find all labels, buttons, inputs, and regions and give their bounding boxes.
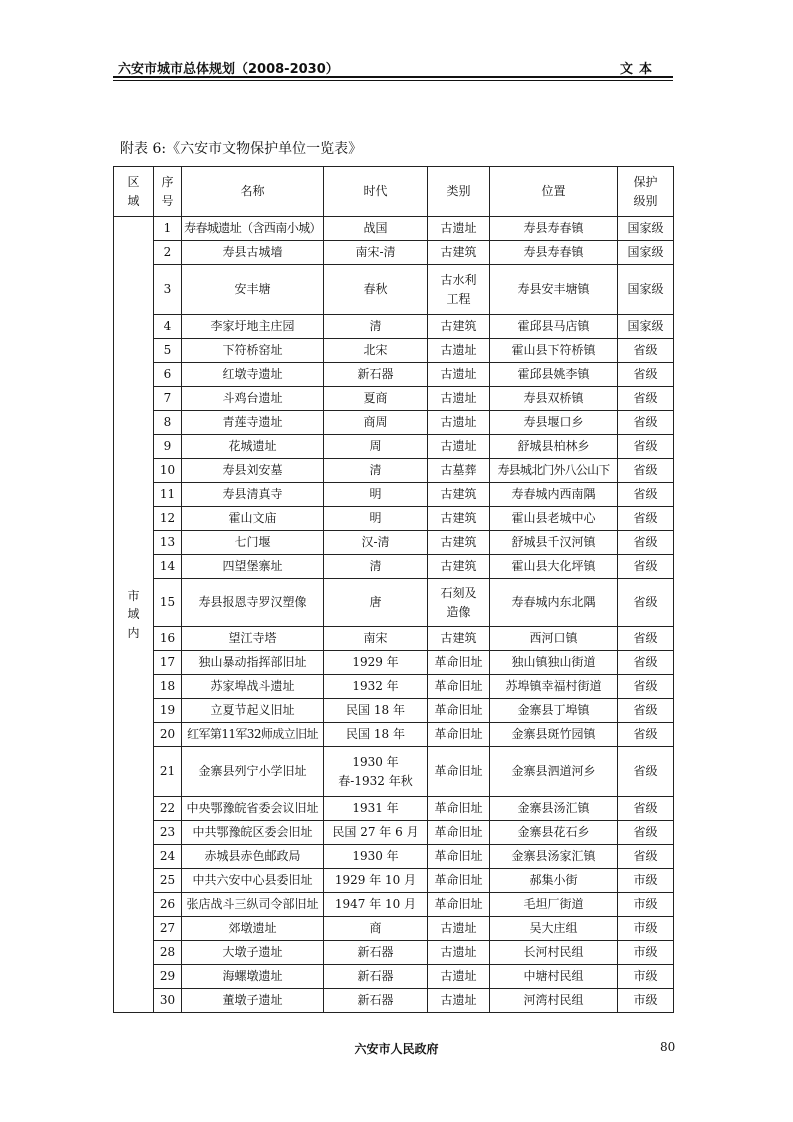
- cell-location: 霍山县大化坪镇: [490, 555, 618, 579]
- cell-location: 霍邱县马店镇: [490, 315, 618, 339]
- cell-level: 省级: [618, 459, 674, 483]
- cell-category: 古遗址: [428, 387, 490, 411]
- col-header-era: 时代: [324, 167, 428, 217]
- cell-name: 花城遗址: [182, 435, 324, 459]
- cell-location: 霍山县下符桥镇: [490, 339, 618, 363]
- cell-name: 霍山文庙: [182, 507, 324, 531]
- cell-level: 省级: [618, 531, 674, 555]
- cell-no: 24: [154, 845, 182, 869]
- cell-level: 省级: [618, 723, 674, 747]
- page-number: 80: [660, 1040, 676, 1054]
- cell-era: 商周: [324, 411, 428, 435]
- table-row: [114, 965, 674, 989]
- table-row: [114, 435, 674, 459]
- cell-location: 金寨县花石乡: [490, 821, 618, 845]
- cell-location: 寿春城内东北隅: [490, 579, 618, 627]
- cell-category: 石刻及 造像: [428, 579, 490, 627]
- cell-level: 省级: [618, 363, 674, 387]
- cell-no: 2: [154, 241, 182, 265]
- cell-category: 革命旧址: [428, 675, 490, 699]
- cell-era: 新石器: [324, 941, 428, 965]
- cell-era: 商: [324, 917, 428, 941]
- cell-location: 独山镇独山街道: [490, 651, 618, 675]
- cell-category: 古遗址: [428, 989, 490, 1013]
- cell-no: 26: [154, 893, 182, 917]
- cell-location: 金寨县泗道河乡: [490, 747, 618, 797]
- cell-name: 立夏节起义旧址: [182, 699, 324, 723]
- cell-era: 南宋: [324, 627, 428, 651]
- cell-name: 下符桥窑址: [182, 339, 324, 363]
- cell-level: 省级: [618, 579, 674, 627]
- cell-no: 11: [154, 483, 182, 507]
- table-row: [114, 241, 674, 265]
- cell-no: 7: [154, 387, 182, 411]
- cell-era: 明: [324, 507, 428, 531]
- cell-level: 省级: [618, 845, 674, 869]
- cell-no: 3: [154, 265, 182, 315]
- cell-era: 明: [324, 483, 428, 507]
- cell-era: 民国 18 年: [324, 723, 428, 747]
- cell-location: 金寨县斑竹园镇: [490, 723, 618, 747]
- cell-location: 舒城县千汉河镇: [490, 531, 618, 555]
- cell-category: 古遗址: [428, 435, 490, 459]
- cell-location: 苏埠镇幸福村街道: [490, 675, 618, 699]
- cell-name: 赤城县赤色邮政局: [182, 845, 324, 869]
- cell-name: 郊墩遗址: [182, 917, 324, 941]
- cell-level: 省级: [618, 411, 674, 435]
- cell-location: 霍邱县姚李镇: [490, 363, 618, 387]
- cell-category: 革命旧址: [428, 651, 490, 675]
- table-row: [114, 339, 674, 363]
- cell-name: 望江寺塔: [182, 627, 324, 651]
- table-row: [114, 411, 674, 435]
- table-row: [114, 555, 674, 579]
- cell-level: 市级: [618, 941, 674, 965]
- table-row: [114, 723, 674, 747]
- cell-era: 周: [324, 435, 428, 459]
- table-row: [114, 917, 674, 941]
- cell-level: 省级: [618, 821, 674, 845]
- table-row: [114, 265, 674, 315]
- cell-no: 14: [154, 555, 182, 579]
- cell-category: 革命旧址: [428, 845, 490, 869]
- cell-era: 新石器: [324, 965, 428, 989]
- cell-name: 斗鸡台遗址: [182, 387, 324, 411]
- table-row: [114, 531, 674, 555]
- cell-category: 古建筑: [428, 555, 490, 579]
- cell-category: 古遗址: [428, 411, 490, 435]
- cell-category: 古遗址: [428, 941, 490, 965]
- cell-name: 中央鄂豫皖省委会议旧址: [182, 797, 324, 821]
- cell-category: 古遗址: [428, 217, 490, 241]
- cell-location: 寿县安丰塘镇: [490, 265, 618, 315]
- cell-category: 古遗址: [428, 965, 490, 989]
- cell-name: 红军第11军32师成立旧址: [182, 723, 324, 747]
- cell-era: 新石器: [324, 989, 428, 1013]
- cell-level: 市级: [618, 893, 674, 917]
- cell-name: 七门堰: [182, 531, 324, 555]
- cell-no: 15: [154, 579, 182, 627]
- table-row: [114, 675, 674, 699]
- cell-level: 国家级: [618, 315, 674, 339]
- table-row: [114, 507, 674, 531]
- cell-era: 1929 年: [324, 651, 428, 675]
- cell-level: 市级: [618, 965, 674, 989]
- table-row: [114, 579, 674, 627]
- cell-location: 毛坦厂街道: [490, 893, 618, 917]
- cell-no: 6: [154, 363, 182, 387]
- document-header-section: 文本: [620, 62, 659, 77]
- cell-level: 国家级: [618, 217, 674, 241]
- cell-location: 金寨县汤家汇镇: [490, 845, 618, 869]
- cell-category: 革命旧址: [428, 869, 490, 893]
- table-row: [114, 747, 674, 797]
- table-row: [114, 651, 674, 675]
- table-row: [114, 893, 674, 917]
- cell-name: 大墩子遗址: [182, 941, 324, 965]
- cell-name: 李家圩地主庄园: [182, 315, 324, 339]
- cell-level: 国家级: [618, 265, 674, 315]
- cell-era: 民国 18 年: [324, 699, 428, 723]
- table-caption: 附表 6:《六安市文物保护单位一览表》: [120, 141, 363, 157]
- col-header-name: 名称: [182, 167, 324, 217]
- cell-level: 省级: [618, 797, 674, 821]
- cell-category: 革命旧址: [428, 723, 490, 747]
- cell-category: 革命旧址: [428, 699, 490, 723]
- cell-no: 30: [154, 989, 182, 1013]
- cell-name: 寿春城遗址（含西南小城）: [182, 217, 324, 241]
- cell-no: 22: [154, 797, 182, 821]
- cell-name: 海螺墩遗址: [182, 965, 324, 989]
- table-row: [114, 459, 674, 483]
- cell-category: 古水利 工程: [428, 265, 490, 315]
- region-cell: 市 域 内: [114, 217, 154, 1013]
- cell-no: 25: [154, 869, 182, 893]
- cell-location: 金寨县丁埠镇: [490, 699, 618, 723]
- cell-level: 省级: [618, 339, 674, 363]
- cell-level: 省级: [618, 627, 674, 651]
- table-row: [114, 821, 674, 845]
- cell-category: 古墓葬: [428, 459, 490, 483]
- table-row: [114, 627, 674, 651]
- cell-level: 省级: [618, 675, 674, 699]
- cell-no: 20: [154, 723, 182, 747]
- cell-no: 13: [154, 531, 182, 555]
- cell-location: 寿县寿春镇: [490, 241, 618, 265]
- cell-level: 省级: [618, 483, 674, 507]
- cell-era: 北宋: [324, 339, 428, 363]
- col-header-location: 位置: [490, 167, 618, 217]
- cell-category: 革命旧址: [428, 747, 490, 797]
- cell-location: 河湾村民组: [490, 989, 618, 1013]
- cell-level: 国家级: [618, 241, 674, 265]
- cell-era: 民国 27 年 6 月: [324, 821, 428, 845]
- cell-level: 省级: [618, 747, 674, 797]
- cell-category: 古建筑: [428, 507, 490, 531]
- cell-location: 舒城县柏林乡: [490, 435, 618, 459]
- cell-level: 省级: [618, 387, 674, 411]
- table-row: [114, 699, 674, 723]
- table-row: [114, 797, 674, 821]
- table-body: [114, 217, 674, 1013]
- cell-era: 1930 年: [324, 845, 428, 869]
- cell-category: 古遗址: [428, 363, 490, 387]
- cell-location: 郝集小街: [490, 869, 618, 893]
- cell-era: 南宋-清: [324, 241, 428, 265]
- cell-no: 28: [154, 941, 182, 965]
- col-header-category: 类别: [428, 167, 490, 217]
- cell-name: 苏家埠战斗遗址: [182, 675, 324, 699]
- cell-no: 10: [154, 459, 182, 483]
- cell-no: 4: [154, 315, 182, 339]
- cell-category: 革命旧址: [428, 797, 490, 821]
- cell-level: 市级: [618, 989, 674, 1013]
- cell-era: 战国: [324, 217, 428, 241]
- cell-era: 1932 年: [324, 675, 428, 699]
- cell-location: 西河口镇: [490, 627, 618, 651]
- cell-location: 金寨县汤汇镇: [490, 797, 618, 821]
- cell-category: 古建筑: [428, 241, 490, 265]
- cell-level: 省级: [618, 555, 674, 579]
- table-row: [114, 217, 674, 241]
- cell-no: 27: [154, 917, 182, 941]
- footer-org: 六安市人民政府: [354, 1042, 439, 1056]
- cell-name: 四望堡寨址: [182, 555, 324, 579]
- cell-era: 1929 年 10 月: [324, 869, 428, 893]
- cell-era: 汉-清: [324, 531, 428, 555]
- cell-name: 寿县报恩寺罗汉塑像: [182, 579, 324, 627]
- cell-location: 霍山县老城中心: [490, 507, 618, 531]
- cell-era: 清: [324, 555, 428, 579]
- cell-category: 古建筑: [428, 627, 490, 651]
- table-row: [114, 941, 674, 965]
- cell-level: 省级: [618, 651, 674, 675]
- cell-no: 21: [154, 747, 182, 797]
- cell-no: 5: [154, 339, 182, 363]
- cell-name: 寿县古城墙: [182, 241, 324, 265]
- table-row: [114, 845, 674, 869]
- col-header-no: 序 号: [154, 167, 182, 217]
- cell-name: 青莲寺遗址: [182, 411, 324, 435]
- cell-no: 12: [154, 507, 182, 531]
- cell-category: 古遗址: [428, 917, 490, 941]
- cell-location: 寿县城北门外八公山下: [490, 459, 618, 483]
- table-row: [114, 483, 674, 507]
- cell-no: 17: [154, 651, 182, 675]
- document-header-title: 六安市城市总体规划（2008-2030）: [118, 62, 339, 77]
- cell-name: 中共鄂豫皖区委会旧址: [182, 821, 324, 845]
- cell-level: 市级: [618, 869, 674, 893]
- cell-no: 16: [154, 627, 182, 651]
- header-rule: [113, 76, 673, 78]
- cell-level: 省级: [618, 699, 674, 723]
- cell-no: 19: [154, 699, 182, 723]
- table-row: [114, 989, 674, 1013]
- cell-name: 寿县刘安墓: [182, 459, 324, 483]
- cell-no: 23: [154, 821, 182, 845]
- heritage-table: [113, 166, 674, 1013]
- cell-category: 古建筑: [428, 315, 490, 339]
- cell-name: 金寨县列宁小学旧址: [182, 747, 324, 797]
- col-header-level: 保护 级别: [618, 167, 674, 217]
- cell-category: 革命旧址: [428, 893, 490, 917]
- header-rule-thin: [113, 80, 673, 81]
- cell-level: 省级: [618, 507, 674, 531]
- cell-name: 张店战斗三纵司令部旧址: [182, 893, 324, 917]
- cell-location: 长河村民组: [490, 941, 618, 965]
- cell-name: 中共六安中心县委旧址: [182, 869, 324, 893]
- cell-no: 8: [154, 411, 182, 435]
- cell-location: 寿县堰口乡: [490, 411, 618, 435]
- cell-category: 古建筑: [428, 483, 490, 507]
- cell-location: 寿县双桥镇: [490, 387, 618, 411]
- cell-level: 省级: [618, 435, 674, 459]
- cell-era: 清: [324, 315, 428, 339]
- cell-name: 独山暴动指挥部旧址: [182, 651, 324, 675]
- cell-era: 1930 年 春-1932 年秋: [324, 747, 428, 797]
- cell-no: 18: [154, 675, 182, 699]
- cell-era: 春秋: [324, 265, 428, 315]
- cell-category: 古建筑: [428, 531, 490, 555]
- cell-category: 古遗址: [428, 339, 490, 363]
- cell-category: 革命旧址: [428, 821, 490, 845]
- cell-era: 夏商: [324, 387, 428, 411]
- cell-location: 中塘村民组: [490, 965, 618, 989]
- cell-era: 1947 年 10 月: [324, 893, 428, 917]
- cell-no: 9: [154, 435, 182, 459]
- table-row: [114, 363, 674, 387]
- cell-name: 寿县清真寺: [182, 483, 324, 507]
- cell-location: 寿春城内西南隅: [490, 483, 618, 507]
- cell-location: 吴大庄组: [490, 917, 618, 941]
- cell-era: 1931 年: [324, 797, 428, 821]
- table-row: [114, 869, 674, 893]
- cell-era: 唐: [324, 579, 428, 627]
- table-header-row: [114, 167, 674, 217]
- cell-location: 寿县寿春镇: [490, 217, 618, 241]
- table-row: [114, 387, 674, 411]
- cell-era: 清: [324, 459, 428, 483]
- cell-no: 1: [154, 217, 182, 241]
- table-row: [114, 315, 674, 339]
- cell-name: 董墩子遗址: [182, 989, 324, 1013]
- cell-level: 市级: [618, 917, 674, 941]
- cell-name: 安丰塘: [182, 265, 324, 315]
- cell-name: 红墩寺遗址: [182, 363, 324, 387]
- cell-no: 29: [154, 965, 182, 989]
- col-header-region: 区 域: [114, 167, 154, 217]
- cell-era: 新石器: [324, 363, 428, 387]
